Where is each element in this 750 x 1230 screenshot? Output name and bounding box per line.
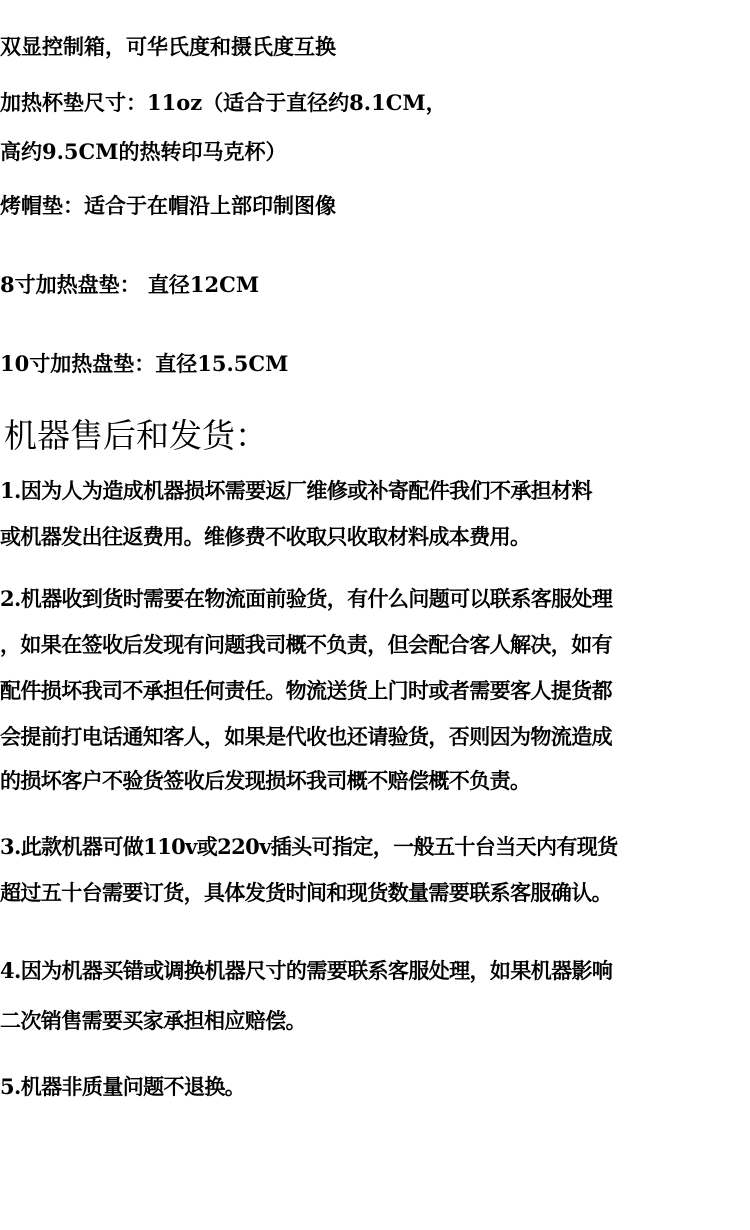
after-sales-item-3-line-2: 超过五十台需要订货，具体发货时间和现货数量需要联系客服确认。	[0, 880, 612, 905]
spec-mug-pad-size-cont: 高约9.5CM的热转印马克杯）	[0, 139, 287, 164]
after-sales-item-2-line-3: 配件损坏我司不承担任何责任。物流送货上门时或者需要客人提货都	[0, 678, 612, 703]
after-sales-item-3-line-1: 3.此款机器可做110v或220v插头可指定，一般五十台当天内有现货	[0, 834, 618, 859]
after-sales-heading: 机器售后和发货：	[4, 416, 268, 455]
after-sales-item-1-line-1: 1.因为人为造成机器损坏需要返厂维修或补寄配件我们不承担材料	[0, 478, 592, 503]
after-sales-item-4-line-1: 4.因为机器买错或调换机器尺寸的需要联系客服处理，如果机器影响	[0, 958, 613, 983]
after-sales-item-2-line-1: 2.机器收到货时需要在物流面前验货，有什么问题可以联系客服处理	[0, 586, 613, 611]
spec-mug-pad-size: 加热杯垫尺寸：11oz（适合于直径约8.1CM，	[0, 90, 447, 115]
after-sales-item-4-line-2: 二次销售需要买家承担相应赔偿。	[0, 1008, 306, 1033]
spec-10inch-plate-pad: 10寸加热盘垫：直径15.5CM	[0, 351, 289, 376]
after-sales-item-2-line-5: 的损坏客户不验货签收后发现损坏我司概不赔偿概不负责。	[0, 768, 531, 793]
after-sales-item-2-line-2: ，如果在签收后发现有问题我司概不负责，但会配合客人解决，如有	[0, 632, 612, 657]
spec-control-box: 双显控制箱，可华氏度和摄氏度互换	[0, 34, 336, 59]
after-sales-item-1-line-2: 或机器发出往返费用。维修费不收取只收取材料成本费用。	[0, 524, 531, 549]
spec-cap-pad: 烤帽垫：适合于在帽沿上部印制图像	[0, 193, 336, 218]
after-sales-item-5-line-1: 5.机器非质量问题不退换。	[0, 1074, 246, 1099]
after-sales-item-2-line-4: 会提前打电话通知客人，如果是代收也还请验货，否则因为物流造成	[0, 724, 612, 749]
spec-8inch-plate-pad: 8寸加热盘垫： 直径12CM	[0, 272, 260, 297]
